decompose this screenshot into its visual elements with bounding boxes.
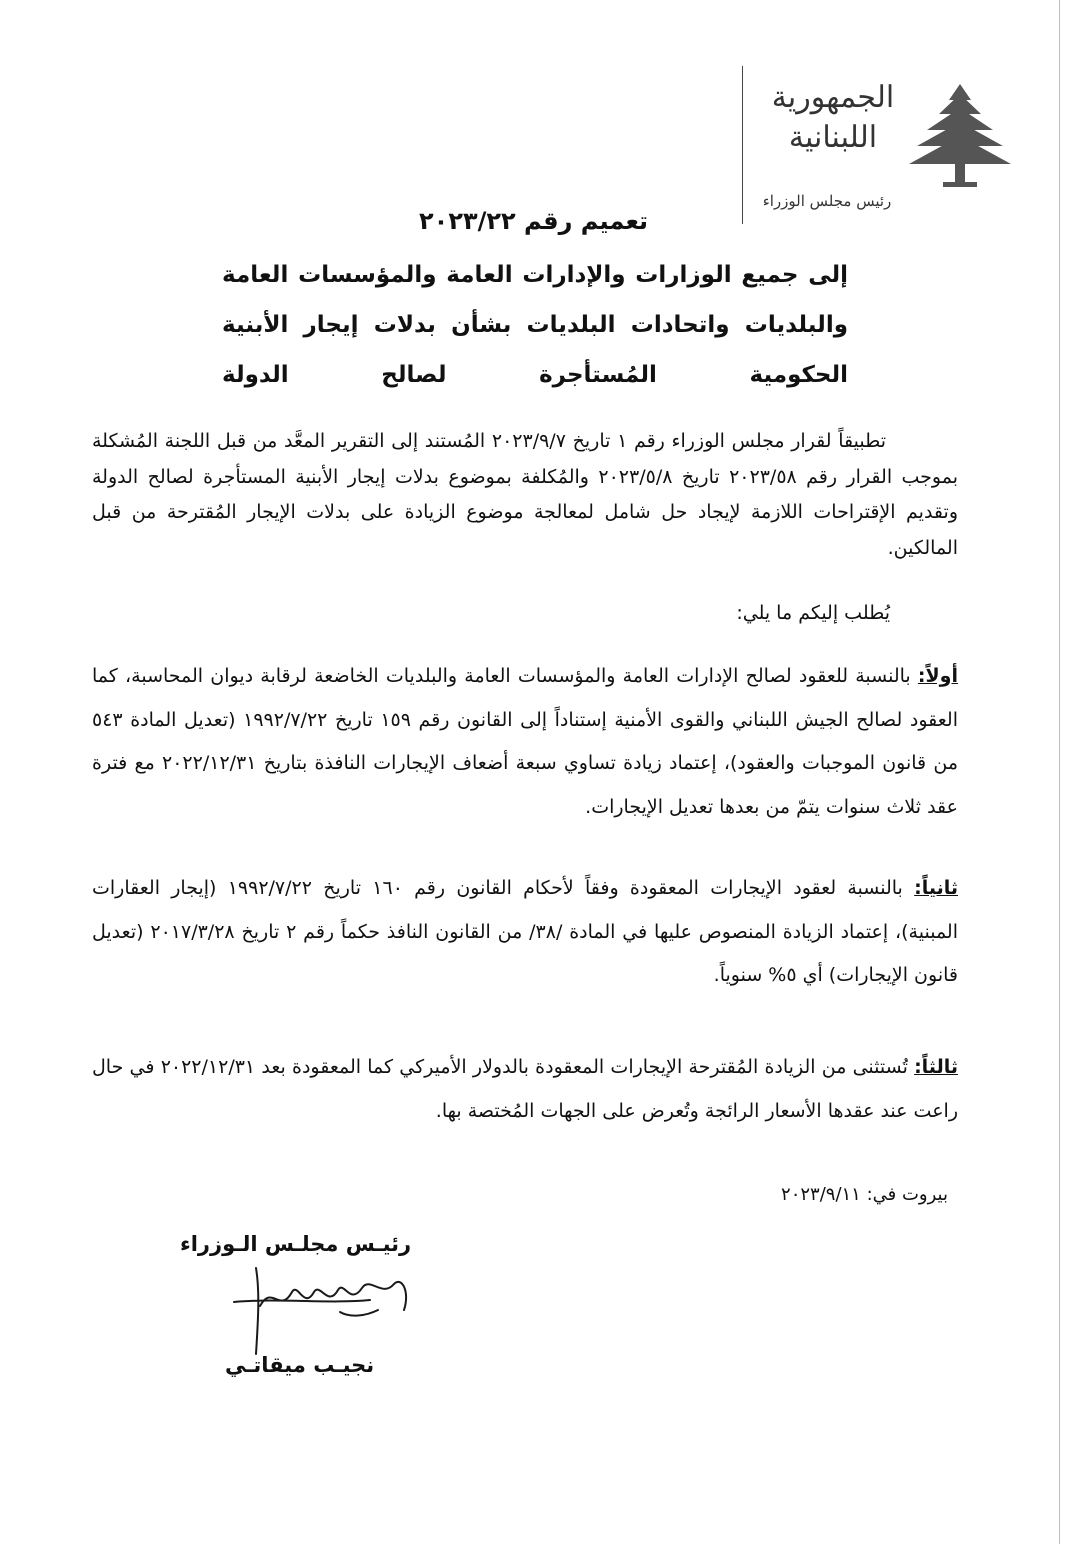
signatory-name: نجيـب ميقاتـي (225, 1353, 375, 1377)
request-line: يُطلب إليكم ما يلي: (736, 602, 890, 624)
cedar-emblem-icon (905, 80, 1015, 192)
clause-text: بالنسبة للعقود لصالح الإدارات العامة والمؤسسات العامة والبلديات الخاضعة لرقابة ديوان المحاسبة، كما العقود لصالح الجيش اللبناني والقوى الأمنية إستناداً إلى القانون رقم ١٥٩ تاريخ ١٩٩٢/٧/٢٢ (تعديل المادة ٥٤٣ من قانون الموجبات والعقود)، إعتماد زيادة تساوي سبعة أضعاف الإيجارات النافذة بتاريخ ٢٠٢٢/١٢/٣١ مع فترة عقد ثلاث سنوات يتمّ من بعدها تعديل الإيجارات. (92, 665, 958, 818)
intro-paragraph: تطبيقاً لقرار مجلس الوزراء رقم ١ تاريخ ٢٠٢٣/٩/٧ المُستند إلى التقرير المعَّد من قبل اللجنة المُشكلة بموجب القرار رقم ٢٠٢٣/٥٨ تاريخ ٢٠٢٣/٥/٨ والمُكلفة بموضوع بدلات إيجار الأبنية المستأجرة لصالح الدولة وتقديم الإقتراحات اللازمة لإيجاد حل شامل لمعالجة موضوع الزيادة على بدلات الإيجار المُقترحة من قبل المالكين. (92, 430, 959, 559)
clause-first (92, 655, 958, 829)
issuing-office: رئيس مجلس الوزراء (762, 192, 892, 210)
republic-emblem-text: الجمهورية اللبنانية (771, 80, 895, 155)
circular-subject: إلى جميع الوزارات والإدارات العامة والمؤسسات العامة والبلديات واتحادات البلديات بشأن بدلات إيجار الأبنية الحكومية المُستأجرة لصالح الدولة (222, 262, 848, 388)
page-edge (1059, 0, 1060, 1544)
clause-label: ثالثاً: (914, 1056, 958, 1078)
clause-text: تُستثنى من الزيادة المُقترحة الإيجارات المعقودة بالدولار الأميركي كما المعقودة بعد ٢٠٢٢/١٢/٣١ في حال راعت عند عقدها الأسعار الرائجة وتُعرض على الجهات المُختصة بها. (92, 1056, 958, 1122)
clause-label: أولاً: (917, 665, 958, 687)
signatory-title: رئيـس مجلـس الـوزراء (180, 1232, 412, 1256)
header-divider (742, 66, 743, 224)
clause-second (92, 867, 958, 998)
circular-title: تعميم رقم ٢٠٢٣/٢٢ (419, 207, 648, 235)
date-line: بيروت في: ٢٠٢٣/٩/١١ (781, 1184, 948, 1205)
clause-third (92, 1046, 958, 1133)
clause-text: بالنسبة لعقود الإيجارات المعقودة وفقاً لأحكام القانون رقم ١٦٠ تاريخ ١٩٩٢/٧/٢٢ (إيجار العقارات المبنية)، إعتماد الزيادة المنصوص عليها في المادة /٣٨/ من القانون النافذ حكماً رقم ٢ تاريخ ٢٠١٧/٣/٢٨ (تعديل قانون الإيجارات) أي ٥% سنوياً. (92, 877, 958, 986)
clause-label: ثانياً: (914, 877, 959, 899)
handwritten-signature (220, 1262, 420, 1358)
